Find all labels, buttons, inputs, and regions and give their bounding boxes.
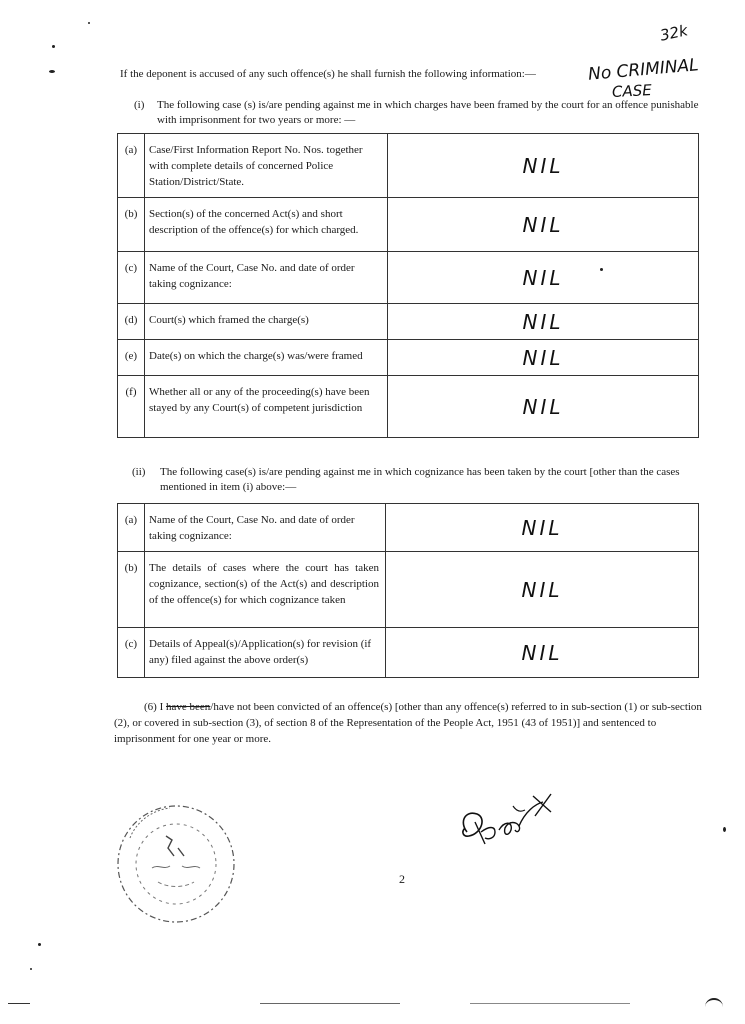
intro-text: If the deponent is accused of any such offence(s) he shall furnish the following information:—: [120, 68, 536, 80]
struck-text: have been: [166, 701, 211, 713]
handwritten-value: NIL: [522, 265, 564, 290]
page-reference-handwritten: 32k: [658, 21, 690, 45]
row-description: Whether all or any of the proceeding(s) have been stayed by any Court(s) of competent jurisdiction: [145, 376, 388, 438]
row-value: [388, 340, 699, 376]
official-seal-image: [108, 798, 248, 928]
row-description: Date(s) on which the charge(s) was/were framed: [145, 340, 388, 376]
table-row: [118, 198, 699, 252]
paragraph-6: [114, 699, 702, 747]
row-value: [388, 376, 699, 438]
row-label: (c): [118, 628, 145, 678]
section-i-table: [117, 133, 699, 438]
row-value: [386, 628, 699, 678]
row-description: Name of the Court, Case No. and date of order taking cognizance:: [145, 504, 386, 552]
section-ii-text: [132, 465, 702, 495]
scan-line-artifact: [8, 1003, 30, 1004]
handwritten-value: NIL: [522, 309, 564, 334]
handwritten-value: NIL: [522, 345, 564, 370]
section-i-body: The following case (s) is/are pending against me in which charges have been framed by the court for an offence punishable with imprisonment for two years or more: —: [157, 99, 699, 126]
row-description: The details of cases where the court has taken cognizance, section(s) of the Act(s) and description of the offence(s) for which cognizance taken: [145, 552, 386, 628]
handwritten-value: NIL: [521, 577, 563, 602]
handwritten-value: NIL: [522, 394, 564, 419]
row-label: (b): [118, 552, 145, 628]
table-row: [118, 504, 699, 552]
signature-image: [455, 782, 565, 857]
row-description: Name of the Court, Case No. and date of order taking cognizance:: [145, 252, 388, 304]
section-i-text: [134, 98, 709, 128]
handwritten-value: NIL: [522, 212, 564, 237]
row-description: Section(s) of the concerned Act(s) and short description of the offence(s) for which charged.: [145, 198, 388, 252]
section-i-label: (i): [134, 99, 145, 111]
para6-prefix: (6) I: [144, 701, 166, 713]
row-value: [388, 252, 699, 304]
row-label: (d): [118, 304, 145, 340]
para6-body: /have not been convicted of an offence(s) [other than any offence(s) referred to in sub-section (1) or sub-section (2), or covered in sub-section (3), of section 8 of the Representation of the People Act, 1951 (43 of 1951)] and sentenced to imprisonment for one year or more.: [114, 701, 702, 745]
table-row: [118, 628, 699, 678]
scan-line-artifact: [470, 1003, 630, 1004]
row-description: Case/First Information Report No. Nos. together with complete details of concerned Police Station/District/State.: [145, 134, 388, 198]
section-ii-label: (ii): [132, 466, 146, 478]
section-ii-table: [117, 503, 699, 678]
scan-line-artifact: [260, 1003, 400, 1004]
row-value: [388, 198, 699, 252]
table-row: [118, 304, 699, 340]
table-row: [118, 134, 699, 198]
row-label: (f): [118, 376, 145, 438]
row-value: [388, 134, 699, 198]
table-row: [118, 340, 699, 376]
row-value: [388, 304, 699, 340]
row-label: (a): [118, 134, 145, 198]
row-value: [386, 504, 699, 552]
row-label: (b): [118, 198, 145, 252]
row-label: (e): [118, 340, 145, 376]
table-row: [118, 552, 699, 628]
scan-mark-artifact: [705, 998, 723, 1008]
handwritten-value: NIL: [521, 640, 563, 665]
row-label: (a): [118, 504, 145, 552]
table-row: [118, 252, 699, 304]
handwritten-value: NIL: [522, 153, 564, 178]
row-label: (c): [118, 252, 145, 304]
handwritten-note-line2: CASE: [611, 80, 653, 102]
section-ii-body: The following case(s) is/are pending against me in which cognizance has been taken by the court [other than the cases mentioned in item (i) above:—: [160, 466, 680, 493]
page-number: 2: [399, 872, 405, 886]
row-description: Court(s) which framed the charge(s): [145, 304, 388, 340]
row-description: Details of Appeal(s)/Application(s) for revision (if any) filed against the above order(s): [145, 628, 386, 678]
handwritten-value: NIL: [521, 515, 563, 540]
table-row: [118, 376, 699, 438]
row-value: [386, 552, 699, 628]
handwritten-note-line1: No CRIMINAL: [587, 55, 700, 85]
